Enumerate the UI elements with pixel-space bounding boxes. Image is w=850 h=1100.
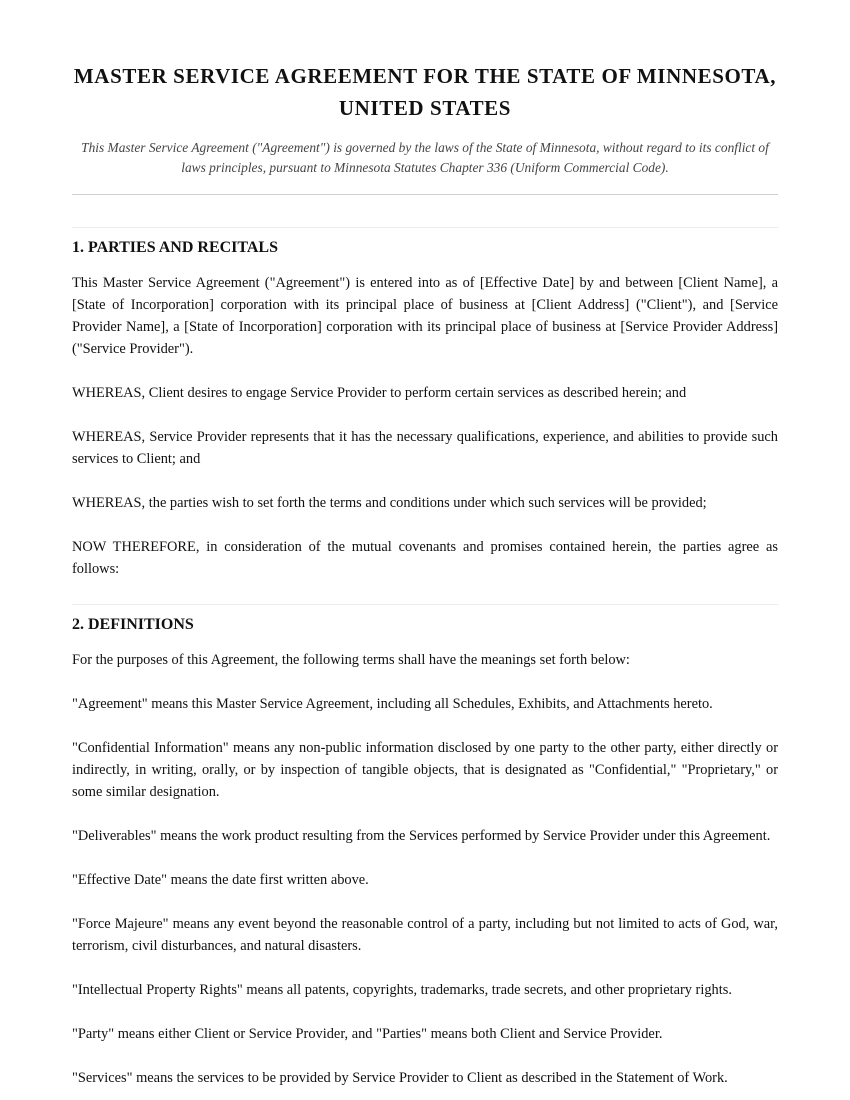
section-heading: 2. DEFINITIONS (72, 616, 194, 633)
definition-item: "Services" means the services to be provided by Service Provider to Client as described in the Statement of Work. (72, 1070, 728, 1086)
parties-paragraph: This Master Service Agreement ("Agreement") is entered into as of [Effective Date] by and between [Client Name], a [State of Incorporation] corporation with its principal place of business at [Client Address] ("Client"), and [Service Provider Name], a [State of Incorporation] corporation with its principal place of business at [Service Provider Address] ("Service Provider"). (72, 275, 778, 357)
governing-law-note: This Master Service Agreement ("Agreement") is governed by the laws of the State of Minnesota, without regard to its conflict of laws principles, pursuant to Minnesota Statutes Chapter 336 (Uniform Commercial Code). (81, 140, 769, 175)
document-page (72, 0, 778, 1089)
document-title: MASTER SERVICE AGREEMENT FOR THE STATE OF MINNESOTA, UNITED STATES (73, 64, 777, 120)
definition-item: "Effective Date" means the date first written above. (72, 872, 369, 888)
definition-item: "Intellectual Property Rights" means all patents, copyrights, trademarks, trade secrets, and other proprietary rights. (72, 982, 732, 998)
recital-paragraph: WHEREAS, Client desires to engage Service Provider to perform certain services as described herein; and (72, 385, 687, 401)
now-therefore-paragraph: NOW THEREFORE, in consideration of the mutual covenants and promises contained herein, the parties agree as follows: (72, 539, 778, 577)
header-divider (72, 194, 778, 195)
recital-paragraph: WHEREAS, the parties wish to set forth the terms and conditions under which such services will be provided; (72, 495, 707, 511)
section-parties-and-recitals (72, 227, 778, 580)
definition-item: "Party" means either Client or Service Provider, and "Parties" means both Client and Service Provider. (72, 1026, 663, 1042)
definition-item: "Deliverables" means the work product resulting from the Services performed by Service Provider under this Agreement. (72, 828, 771, 844)
section-definitions (72, 604, 778, 1089)
definition-item: "Agreement" means this Master Service Agreement, including all Schedules, Exhibits, and Attachments hereto. (72, 696, 713, 712)
recital-paragraph: WHEREAS, Service Provider represents that it has the necessary qualifications, experience, and abilities to provide such services to Client; and (72, 429, 778, 467)
section-heading: 1. PARTIES AND RECITALS (72, 239, 278, 256)
definitions-intro: For the purposes of this Agreement, the following terms shall have the meanings set forth below: (72, 652, 630, 668)
definition-item: "Force Majeure" means any event beyond the reasonable control of a party, including but not limited to acts of God, war, terrorism, civil disturbances, and natural disasters. (72, 916, 778, 954)
definition-item: "Confidential Information" means any non-public information disclosed by one party to the other party, either directly or indirectly, in writing, orally, or by inspection of tangible objects, that is designated as "Confidential," "Proprietary," or some similar designation. (72, 740, 778, 800)
